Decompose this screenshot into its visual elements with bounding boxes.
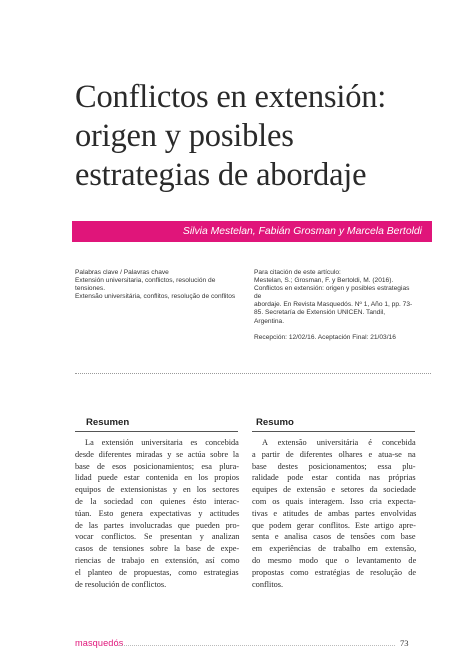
resumo-line: conflitos. — [252, 579, 284, 589]
resumo-line: em experiências de trabalho em extensão, — [252, 544, 417, 554]
resumen-line: desde diferentes miradas y se actúa sobre la — [75, 449, 239, 459]
citation-line: abordaje. En Revista Masquedós. Nº 1, Año 1, pp. 73- — [254, 301, 413, 309]
resumen-line: riencias de trabajo en extensión, así como — [75, 555, 240, 565]
resumo-line: tivas e atitudes de ambas partes envolvidas — [252, 508, 417, 518]
dotted-divider — [75, 373, 431, 374]
resumo-line: base destes posicionamentos; essa plu- — [252, 461, 416, 471]
resumen-line: equipos de extensionistas y en los sectores — [75, 485, 240, 495]
resumo-heading: Resumo — [256, 417, 294, 428]
keywords-es: Extensión universitaria, conflictos, resolución de — [75, 277, 216, 285]
page-number: 73 — [400, 638, 409, 648]
resumen-line: base de esos posicionamientos; esa plura- — [75, 461, 240, 471]
resumen-line: de las partes involucradas que pueden pro- — [75, 520, 240, 530]
resumen-line: túan. Esto genera expectativas y actitudes — [75, 508, 240, 518]
resumen-rule — [75, 431, 238, 432]
resumo-line: propostas como estratégias de resolução de — [252, 567, 417, 577]
resumo-line: senta e analisa casos de tensões com base — [252, 532, 416, 542]
resumen-text — [75, 437, 239, 590]
footer-rule — [118, 645, 395, 646]
resumo-line: com os quais interagem. Isso cria expecta- — [252, 496, 416, 506]
authors: Silvia Mestelan, Fabián Grosman y Marcela Bertoldi — [182, 226, 422, 237]
keywords-es: tensiones. — [75, 285, 106, 293]
citation-line: 85. Secretaría de Extensión UNICEN. Tandil, Argentina. — [254, 309, 386, 325]
keywords-block — [75, 269, 255, 301]
keywords-pt: Extensão universitária, conflitos, resolução de conflitos — [75, 293, 236, 301]
title-line: Conflictos en extensión: — [75, 79, 387, 115]
resumo-line: do mesmo modo que o levantamento de — [252, 555, 417, 565]
journal-logo: masquedós — [75, 638, 124, 648]
resumo-line: a partir de diferentes olhares e atua-se na — [252, 449, 416, 459]
reception-dates: Recepción: 12/02/16. Aceptación Final: 21/03/16 — [254, 333, 396, 341]
article-title — [75, 78, 455, 195]
citation-label: Para citación de este artículo: — [254, 269, 341, 276]
title-line: origen y posibles — [75, 118, 294, 154]
citation-line: Conflictos en extensión: origen y posibles estrategias de — [254, 285, 410, 301]
citation-block — [254, 269, 416, 342]
resumen-line: lidad puede estar contenida en los propios — [75, 473, 240, 483]
keywords-label: Palabras clave / Palavras chave — [75, 269, 169, 276]
resumen-heading: Resumen — [86, 417, 130, 428]
resumo-text — [252, 437, 416, 590]
resumen-line: casos de tensiones sobre la base de expe- — [75, 544, 240, 554]
resumen-line: de resolución de conflictos. — [75, 579, 167, 589]
resumen-line: de la sociedad con quienes ésto interac- — [75, 496, 240, 506]
resumo-line: ralidade pode estar contida nas próprias — [252, 473, 416, 483]
citation-gap — [254, 326, 416, 334]
resumo-rule — [252, 431, 415, 432]
title-line: estrategias de abordaje — [75, 157, 367, 193]
citation-line: Mestelan, S.; Grosman, F. y Bertoldi, M. (2016). — [254, 277, 394, 285]
resumo-line: que podem gerar conflitos. Este artigo apre- — [252, 520, 416, 530]
resumo-line: equipes de extensão e setores da sociedade — [252, 485, 416, 495]
resumen-line: La extensión universitaria es concebida — [85, 438, 239, 447]
resumo-line: A extensão universitária é concebida — [262, 438, 416, 447]
resumen-line: vocar conflictos. Se presentan y analizan — [75, 532, 240, 542]
author-band — [72, 221, 432, 242]
resumen-line: el planteo de propuestas, como estrategias — [75, 567, 239, 577]
